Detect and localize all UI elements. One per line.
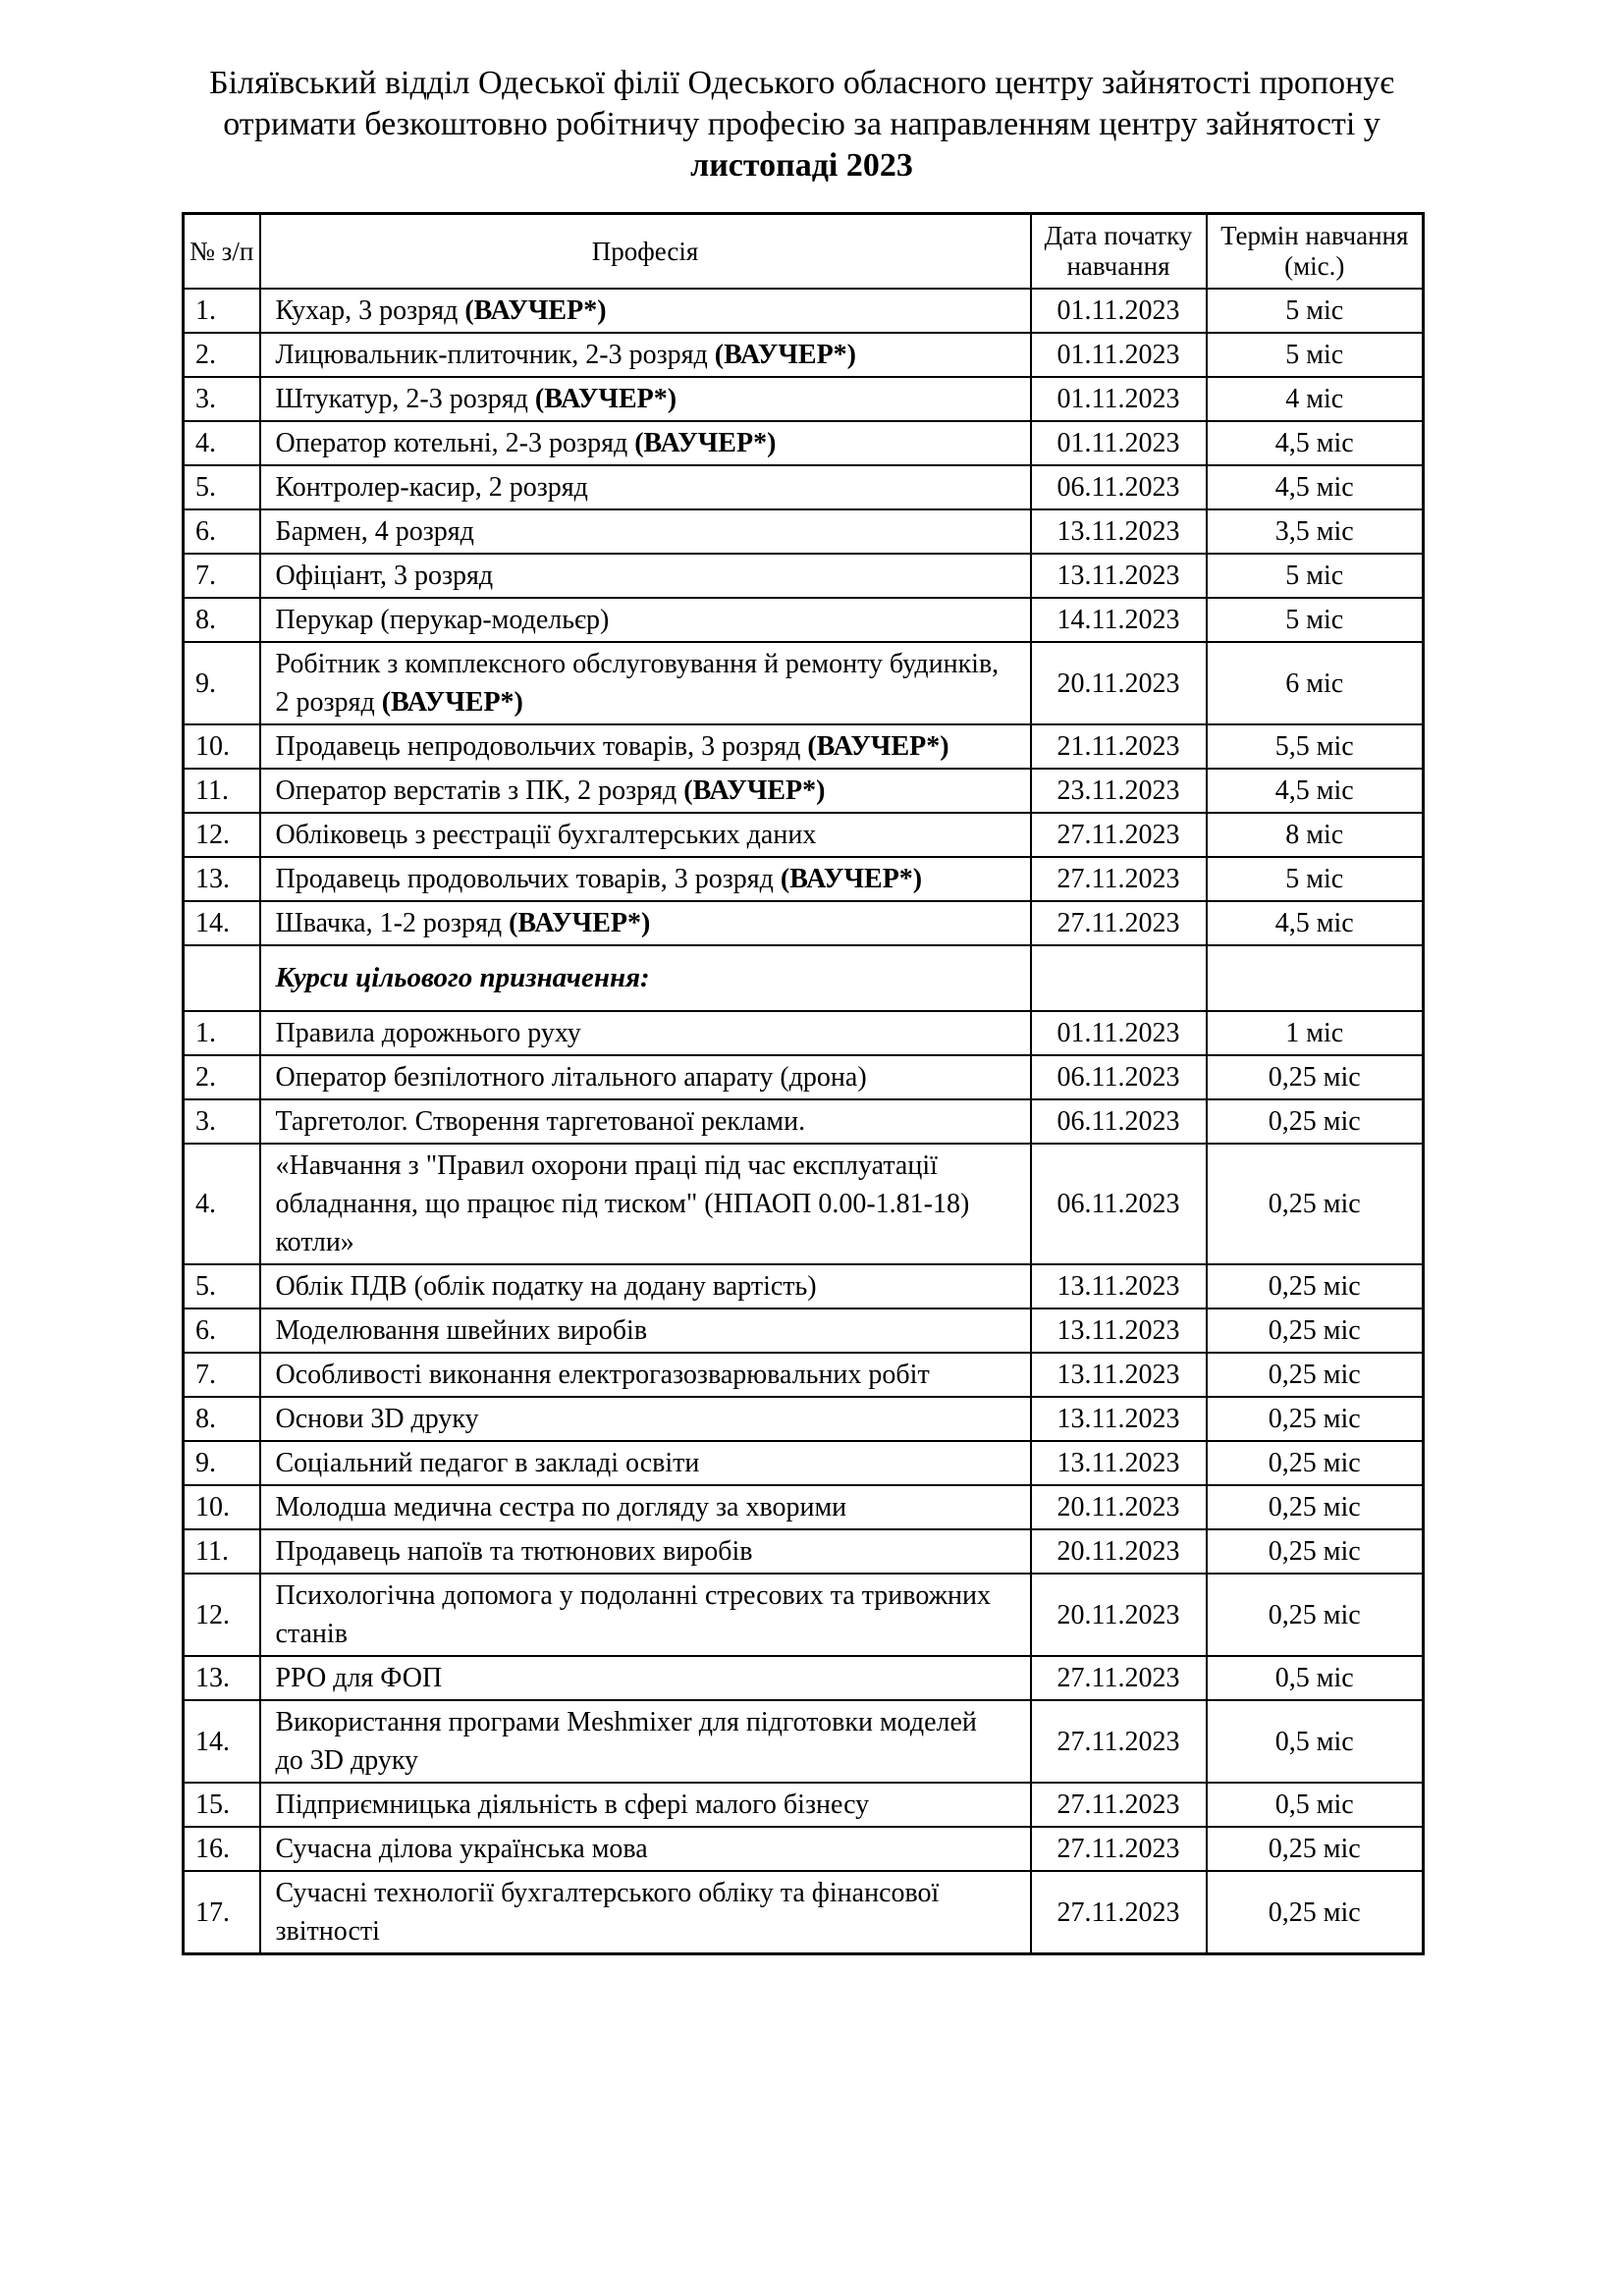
profession-text: Продавець непродовольчих товарів, 3 розряд <box>275 731 801 762</box>
profession-text: Штукатур, 2-3 розряд <box>275 384 528 414</box>
date-cell: 27.11.2023 <box>1031 901 1207 945</box>
section-heading-cell: Курси цільового призначення: <box>260 945 1031 1011</box>
profession-cell <box>260 901 1031 945</box>
term-cell: 0,5 міс <box>1207 1783 1424 1827</box>
profession-text: Підприємницька діяльність в сфері малого бізнесу <box>275 1789 870 1820</box>
profession-cell <box>260 1871 1031 1954</box>
profession-text: Продавець напоїв та тютюнових виробів <box>275 1536 753 1567</box>
voucher-label: (ВАУЧЕР*) <box>807 731 949 762</box>
voucher-label: (ВАУЧЕР*) <box>464 295 607 326</box>
term-cell: 6 міс <box>1207 642 1424 724</box>
profession-text: Обліковець з реєстрації бухгалтерських даних <box>275 820 817 850</box>
profession-cell <box>260 1783 1031 1827</box>
table-row <box>184 1827 1424 1871</box>
term-cell: 5,5 міс <box>1207 724 1424 769</box>
row-number-cell: 12. <box>184 1574 260 1656</box>
courses-table-body <box>184 289 1424 1954</box>
term-cell: 0,25 міс <box>1207 1397 1424 1441</box>
table-row <box>184 1529 1424 1574</box>
date-cell: 13.11.2023 <box>1031 1308 1207 1353</box>
term-cell: 5 міс <box>1207 857 1424 901</box>
date-cell: 06.11.2023 <box>1031 465 1207 509</box>
date-cell: 06.11.2023 <box>1031 1144 1207 1264</box>
term-cell: 5 міс <box>1207 598 1424 642</box>
date-cell: 23.11.2023 <box>1031 769 1207 813</box>
row-number-cell: 9. <box>184 1441 260 1485</box>
table-row <box>184 724 1424 769</box>
date-cell: 27.11.2023 <box>1031 1871 1207 1954</box>
date-cell: 20.11.2023 <box>1031 1485 1207 1529</box>
table-row <box>184 465 1424 509</box>
row-number-cell: 1. <box>184 1011 260 1055</box>
term-cell: 0,25 міс <box>1207 1529 1424 1574</box>
profession-text: Моделювання швейних виробів <box>275 1315 648 1346</box>
title-line-1: Біляївський відділ Одеської філії Одеського обласного центру зайнятості пропонує <box>209 65 1394 101</box>
title-line-2: отримати безкоштовно робітничу професію за направленням центру зайнятості у <box>223 106 1380 142</box>
profession-text: Робітник з комплексного обслуговування й ремонту будинків, 2 розряд <box>275 649 1000 718</box>
profession-text: РРО для ФОП <box>275 1663 443 1693</box>
table-row <box>184 1656 1424 1700</box>
term-cell: 0,25 міс <box>1207 1055 1424 1099</box>
profession-cell <box>260 1099 1031 1144</box>
profession-cell <box>260 1055 1031 1099</box>
term-cell: 0,25 міс <box>1207 1574 1424 1656</box>
profession-text: Оператор верстатів з ПК, 2 розряд <box>275 775 677 806</box>
row-number-cell: 6. <box>184 509 260 554</box>
term-cell: 0,25 міс <box>1207 1871 1424 1954</box>
profession-text: Соціальний педагог в закладі освіти <box>275 1448 700 1478</box>
header-date: Дата початку навчання <box>1031 214 1207 290</box>
row-number-cell: 6. <box>184 1308 260 1353</box>
courses-table <box>182 212 1425 1955</box>
profession-cell <box>260 377 1031 421</box>
profession-cell <box>260 857 1031 901</box>
profession-cell <box>260 1397 1031 1441</box>
row-number-cell: 5. <box>184 465 260 509</box>
date-cell: 27.11.2023 <box>1031 813 1207 857</box>
date-cell: 13.11.2023 <box>1031 1264 1207 1308</box>
row-number-cell: 14. <box>184 901 260 945</box>
term-cell: 0,25 міс <box>1207 1827 1424 1871</box>
term-cell: 0,25 міс <box>1207 1264 1424 1308</box>
row-number-cell: 10. <box>184 1485 260 1529</box>
profession-cell <box>260 1353 1031 1397</box>
profession-cell <box>260 1574 1031 1656</box>
header-profession: Професія <box>260 214 1031 290</box>
profession-text: Бармен, 4 розряд <box>275 516 474 547</box>
profession-text: Облік ПДВ (облік податку на додану вартість) <box>275 1271 817 1302</box>
table-row <box>184 1485 1424 1529</box>
profession-cell <box>260 1700 1031 1783</box>
row-number-cell: 4. <box>184 1144 260 1264</box>
profession-text: Офіціант, 3 розряд <box>275 561 494 591</box>
row-number-cell: 11. <box>184 769 260 813</box>
table-row <box>184 1574 1424 1656</box>
profession-cell <box>260 1011 1031 1055</box>
date-cell: 01.11.2023 <box>1031 421 1207 465</box>
profession-text: Сучасна ділова українська мова <box>275 1834 648 1864</box>
date-cell: 21.11.2023 <box>1031 724 1207 769</box>
table-row <box>184 1397 1424 1441</box>
profession-text: Лицювальник-плиточник, 2-3 розряд <box>275 340 708 370</box>
date-cell: 27.11.2023 <box>1031 857 1207 901</box>
date-cell: 27.11.2023 <box>1031 1656 1207 1700</box>
document-title <box>182 63 1422 187</box>
term-cell: 1 міс <box>1207 1011 1424 1055</box>
profession-text: Контролер-касир, 2 розряд <box>275 472 588 503</box>
date-cell: 27.11.2023 <box>1031 1700 1207 1783</box>
profession-cell <box>260 421 1031 465</box>
table-row <box>184 377 1424 421</box>
date-cell: 20.11.2023 <box>1031 642 1207 724</box>
term-cell: 0,5 міс <box>1207 1700 1424 1783</box>
date-cell <box>1031 945 1207 1011</box>
date-cell: 27.11.2023 <box>1031 1783 1207 1827</box>
date-cell: 01.11.2023 <box>1031 377 1207 421</box>
table-row <box>184 1353 1424 1397</box>
voucher-label: (ВАУЧЕР*) <box>714 340 856 370</box>
profession-text: Перукар (перукар-модельєр) <box>275 605 610 635</box>
table-header-row <box>184 214 1424 290</box>
row-number-cell: 3. <box>184 1099 260 1144</box>
table-row <box>184 598 1424 642</box>
table-row <box>184 1099 1424 1144</box>
date-cell: 01.11.2023 <box>1031 333 1207 377</box>
row-number-cell: 14. <box>184 1700 260 1783</box>
voucher-label: (ВАУЧЕР*) <box>534 384 677 414</box>
profession-text: Молодша медична сестра по догляду за хворими <box>275 1492 847 1522</box>
table-row <box>184 554 1424 598</box>
profession-cell <box>260 554 1031 598</box>
header-num: № з/п <box>184 214 260 290</box>
profession-text: Використання програми Meshmixer для підготовки моделей до 3D друку <box>275 1707 977 1776</box>
profession-cell <box>260 1144 1031 1264</box>
table-row <box>184 421 1424 465</box>
row-number-cell: 12. <box>184 813 260 857</box>
row-number-cell: 13. <box>184 1656 260 1700</box>
row-number-cell: 15. <box>184 1783 260 1827</box>
date-cell: 13.11.2023 <box>1031 1441 1207 1485</box>
date-cell: 06.11.2023 <box>1031 1099 1207 1144</box>
table-row <box>184 1055 1424 1099</box>
term-cell: 5 міс <box>1207 333 1424 377</box>
voucher-label: (ВАУЧЕР*) <box>509 908 651 938</box>
term-cell: 4,5 міс <box>1207 421 1424 465</box>
profession-cell <box>260 1529 1031 1574</box>
row-number-cell <box>184 945 260 1011</box>
profession-cell <box>260 813 1031 857</box>
voucher-label: (ВАУЧЕР*) <box>780 864 923 894</box>
table-row <box>184 1871 1424 1954</box>
row-number-cell: 3. <box>184 377 260 421</box>
profession-text: «Навчання з "Правил охорони праці під час експлуатації обладнання, що працює під тиском" (НПАОП 0.00-1.81-18) котли» <box>275 1150 970 1257</box>
table-row <box>184 1783 1424 1827</box>
date-cell: 13.11.2023 <box>1031 1397 1207 1441</box>
voucher-label: (ВАУЧЕР*) <box>634 428 777 458</box>
table-row <box>184 813 1424 857</box>
term-cell: 0,25 міс <box>1207 1441 1424 1485</box>
profession-text: Сучасні технології бухгалтерського обліку та фінансової звітності <box>275 1878 940 1947</box>
voucher-label: (ВАУЧЕР*) <box>381 687 523 718</box>
row-number-cell: 8. <box>184 598 260 642</box>
term-cell: 0,25 міс <box>1207 1353 1424 1397</box>
date-cell: 20.11.2023 <box>1031 1574 1207 1656</box>
profession-text: Особливості виконання електрогазозварювальних робіт <box>275 1360 930 1390</box>
table-row <box>184 1264 1424 1308</box>
term-cell <box>1207 945 1424 1011</box>
row-number-cell: 1. <box>184 289 260 333</box>
profession-cell <box>260 724 1031 769</box>
profession-cell <box>260 1827 1031 1871</box>
table-row <box>184 901 1424 945</box>
profession-text: Оператор безпілотного літального апарату (дрона) <box>275 1062 867 1093</box>
row-number-cell: 7. <box>184 554 260 598</box>
term-cell: 0,5 міс <box>1207 1656 1424 1700</box>
row-number-cell: 8. <box>184 1397 260 1441</box>
document-content <box>182 0 1422 1955</box>
row-number-cell: 2. <box>184 333 260 377</box>
term-cell: 4 міс <box>1207 377 1424 421</box>
profession-cell <box>260 333 1031 377</box>
term-cell: 8 міс <box>1207 813 1424 857</box>
title-line-3: листопаді 2023 <box>690 147 913 184</box>
table-row <box>184 1441 1424 1485</box>
table-row <box>184 1144 1424 1264</box>
row-number-cell: 13. <box>184 857 260 901</box>
profession-text: Швачка, 1-2 розряд <box>275 908 503 938</box>
term-cell: 0,25 міс <box>1207 1485 1424 1529</box>
profession-text: Продавець продовольчих товарів, 3 розряд <box>275 864 774 894</box>
voucher-label: (ВАУЧЕР*) <box>683 775 826 806</box>
profession-text: Правила дорожнього руху <box>275 1018 581 1048</box>
table-row <box>184 1700 1424 1783</box>
profession-cell <box>260 289 1031 333</box>
table-row <box>184 289 1424 333</box>
date-cell: 14.11.2023 <box>1031 598 1207 642</box>
date-cell: 20.11.2023 <box>1031 1529 1207 1574</box>
row-number-cell: 11. <box>184 1529 260 1574</box>
term-cell: 4,5 міс <box>1207 769 1424 813</box>
term-cell: 0,25 міс <box>1207 1308 1424 1353</box>
table-row <box>184 509 1424 554</box>
date-cell: 27.11.2023 <box>1031 1827 1207 1871</box>
row-number-cell: 2. <box>184 1055 260 1099</box>
header-term: Термін навчання (міс.) <box>1207 214 1424 290</box>
profession-text: Таргетолог. Створення таргетованої реклами. <box>275 1106 806 1137</box>
table-row <box>184 333 1424 377</box>
term-cell: 0,25 міс <box>1207 1144 1424 1264</box>
date-cell: 01.11.2023 <box>1031 1011 1207 1055</box>
date-cell: 06.11.2023 <box>1031 1055 1207 1099</box>
profession-cell <box>260 465 1031 509</box>
row-number-cell: 5. <box>184 1264 260 1308</box>
date-cell: 13.11.2023 <box>1031 1353 1207 1397</box>
table-row <box>184 642 1424 724</box>
row-number-cell: 17. <box>184 1871 260 1954</box>
term-cell: 4,5 міс <box>1207 465 1424 509</box>
row-number-cell: 10. <box>184 724 260 769</box>
term-cell: 5 міс <box>1207 554 1424 598</box>
date-cell: 13.11.2023 <box>1031 509 1207 554</box>
profession-cell <box>260 598 1031 642</box>
table-row <box>184 1308 1424 1353</box>
table-row <box>184 769 1424 813</box>
row-number-cell: 4. <box>184 421 260 465</box>
profession-cell <box>260 642 1031 724</box>
term-cell: 0,25 міс <box>1207 1099 1424 1144</box>
row-number-cell: 7. <box>184 1353 260 1397</box>
profession-cell <box>260 1308 1031 1353</box>
profession-text: Психологічна допомога у подоланні стресових та тривожних станів <box>275 1580 991 1649</box>
date-cell: 13.11.2023 <box>1031 554 1207 598</box>
row-number-cell: 16. <box>184 1827 260 1871</box>
term-cell: 3,5 міс <box>1207 509 1424 554</box>
profession-text: Кухар, 3 розряд <box>275 295 459 326</box>
profession-text: Основи 3D друку <box>275 1404 479 1434</box>
section-heading-row <box>184 945 1424 1011</box>
profession-cell <box>260 1441 1031 1485</box>
row-number-cell: 9. <box>184 642 260 724</box>
profession-text: Оператор котельні, 2-3 розряд <box>275 428 628 458</box>
term-cell: 5 міс <box>1207 289 1424 333</box>
table-row <box>184 1011 1424 1055</box>
profession-cell <box>260 1656 1031 1700</box>
profession-cell <box>260 769 1031 813</box>
profession-cell <box>260 509 1031 554</box>
table-row <box>184 857 1424 901</box>
profession-cell <box>260 1264 1031 1308</box>
profession-cell <box>260 1485 1031 1529</box>
term-cell: 4,5 міс <box>1207 901 1424 945</box>
date-cell: 01.11.2023 <box>1031 289 1207 333</box>
